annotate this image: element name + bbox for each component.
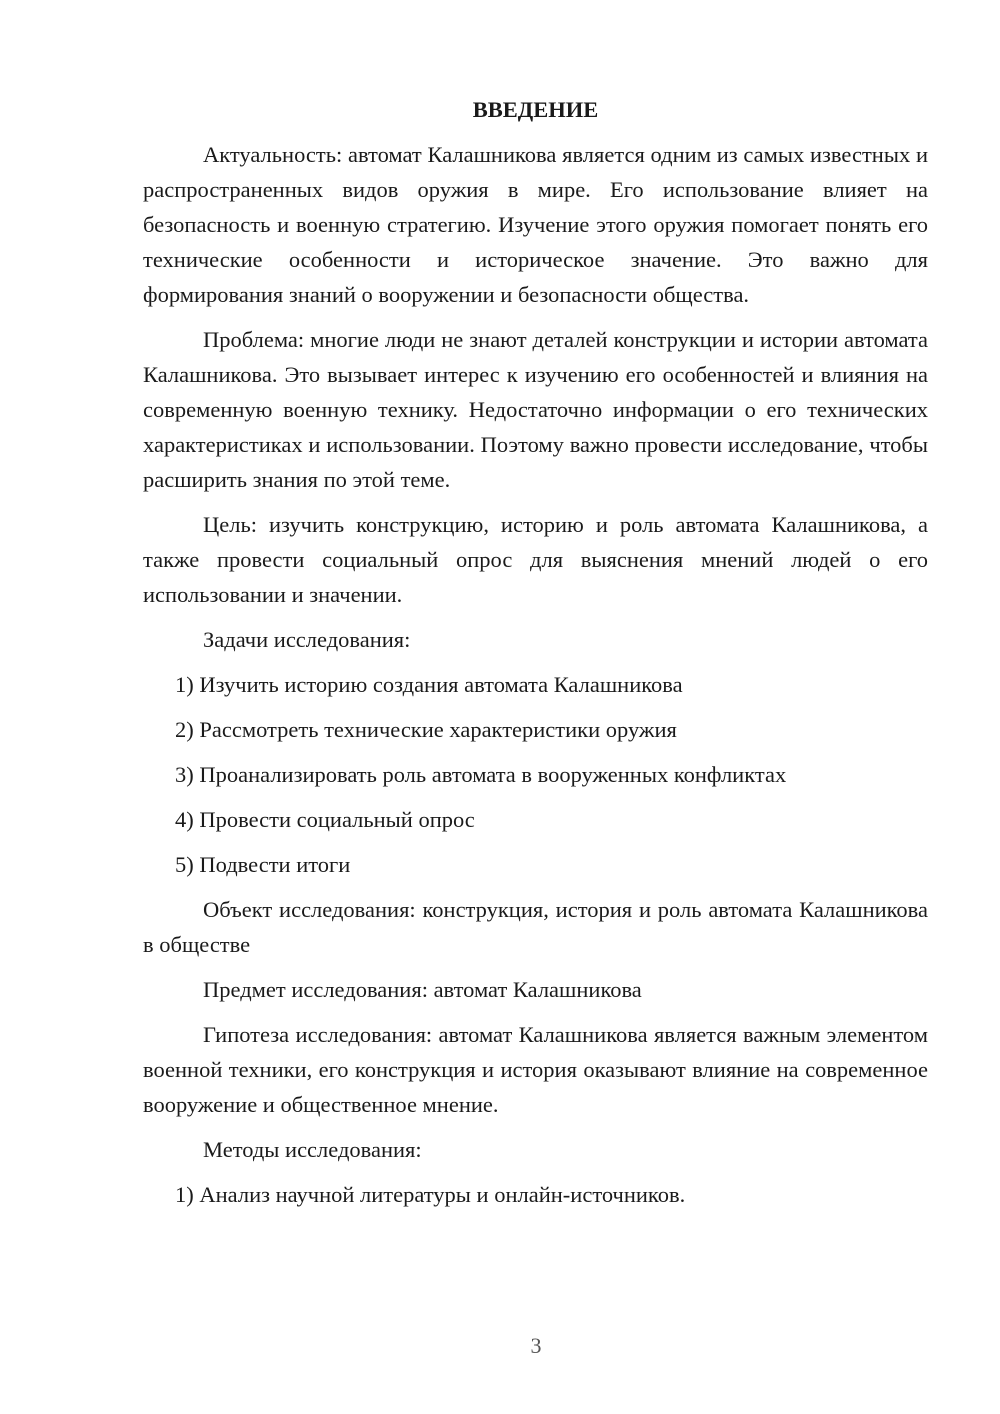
problem-paragraph: Проблема: многие люди не знают деталей конструкции и истории автомата Калашникова. Это вызывает интерес к изучению его особенностей и влияния на современную военную технику. Недостаточно информации о его технических характеристиках и использовании. Поэтому важно провести исследование, чтобы расширить знания по этой теме. — [143, 327, 928, 492]
list-item: 4) Провести социальный опрос — [175, 807, 475, 832]
page-number: 3 — [530, 1333, 542, 1358]
goal-paragraph: Цель: изучить конструкцию, историю и роль автомата Калашникова, а также провести социальный опрос для выяснения мнений людей о его использовании и значении. — [143, 512, 928, 607]
section-title: ВВЕДЕНИЕ — [472, 97, 599, 122]
tasks-heading: Задачи исследования: — [203, 627, 411, 652]
relevance-paragraph: Актуальность: автомат Калашникова является одним из самых известных и распространенных видов оружия в мире. Его использование влияет на безопасность и военную стратегию. Изучение этого оружия помогает понять его технические особенности и историческое значение. Это важно для формирования знаний о вооружении и безопасности общества. — [143, 142, 928, 307]
tasks-list — [143, 667, 928, 882]
list-item: 1) Изучить историю создания автомата Калашникова — [175, 672, 683, 697]
list-item: 1) Анализ научной литературы и онлайн-источников. — [175, 1182, 686, 1207]
list-item: 2) Рассмотреть технические характеристики оружия — [175, 717, 677, 742]
subject-paragraph: Предмет исследования: автомат Калашникова — [203, 977, 642, 1002]
hypothesis-paragraph: Гипотеза исследования: автомат Калашникова является важным элементом военной техники, его конструкция и история оказывают влияние на современное вооружение и общественное мнение. — [143, 1022, 928, 1117]
list-item: 5) Подвести итоги — [175, 852, 351, 877]
list-item: 3) Проанализировать роль автомата в вооруженных конфликтах — [175, 762, 787, 787]
object-paragraph: Объект исследования: конструкция, история и роль автомата Калашникова в обществе — [143, 897, 928, 957]
methods-list — [143, 1177, 928, 1212]
methods-heading: Методы исследования: — [203, 1137, 422, 1162]
document-page — [143, 92, 928, 1222]
